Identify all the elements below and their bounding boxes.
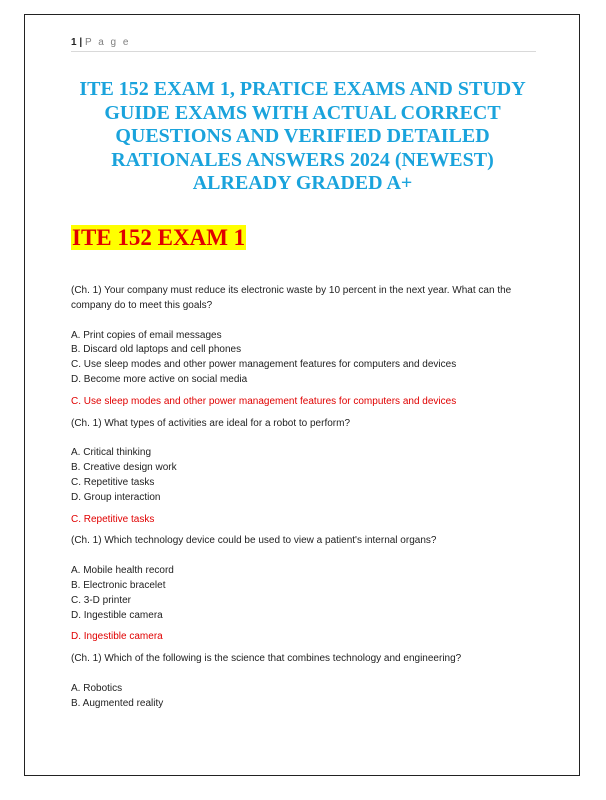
question-text: (Ch. 1) Which technology device could be used to view a patient's internal organs? [71, 535, 437, 547]
option-item: B. Augmented reality [71, 697, 164, 709]
section-heading [71, 224, 246, 252]
question-block [71, 284, 536, 410]
page-label: P a g e [84, 37, 131, 48]
answer-text: C. Repetitive tasks [71, 513, 155, 525]
option-item: B. Creative design work [71, 462, 177, 474]
question-text: (Ch. 1) Which of the following is the science that combines technology and engineering? [71, 653, 462, 665]
option-list [71, 329, 536, 388]
page-number: 1 [71, 37, 77, 48]
section-heading-text: ITE 152 EXAM 1 [72, 225, 246, 250]
question-list [71, 284, 536, 719]
option-item: D. Group interaction [71, 491, 161, 503]
option-item: C. 3-D printer [71, 594, 132, 606]
option-item: B. Electronic bracelet [71, 579, 166, 591]
option-item: C. Repetitive tasks [71, 476, 155, 488]
option-list [71, 682, 536, 712]
header-separator: | [79, 37, 83, 48]
option-item: A. Robotics [71, 682, 123, 694]
option-item: D. Become more active on social media [71, 373, 248, 385]
page-header [71, 37, 536, 52]
option-item: D. Ingestible camera [71, 609, 163, 621]
question-text: (Ch. 1) Your company must reduce its electronic waste by 10 percent in the next year. What can the company do to meet this goals? [71, 285, 512, 311]
question-text: (Ch. 1) What types of activities are ideal for a robot to perform? [71, 417, 351, 429]
question-block [71, 417, 536, 528]
answer-text: C. Use sleep modes and other power management features for computers and devices [71, 395, 457, 407]
answer-text: D. Ingestible camera [71, 631, 163, 643]
option-list [71, 446, 536, 505]
question-block [71, 534, 536, 645]
document-title: ITE 152 EXAM 1, PRATICE EXAMS AND STUDY GUIDE EXAMS WITH ACTUAL CORRECT QUESTIONS AND VERIFIED DETAILED RATIONALES ANSWERS 2024 (NEWEST) ALREADY GRADED A+ [79, 78, 526, 194]
option-item: C. Use sleep modes and other power management features for computers and devices [71, 359, 457, 371]
option-item: A. Mobile health record [71, 565, 174, 577]
option-list [71, 564, 536, 623]
option-item: B. Discard old laptops and cell phones [71, 344, 242, 356]
option-item: A. Critical thinking [71, 447, 152, 459]
question-block [71, 652, 536, 711]
option-item: A. Print copies of email messages [71, 329, 222, 341]
